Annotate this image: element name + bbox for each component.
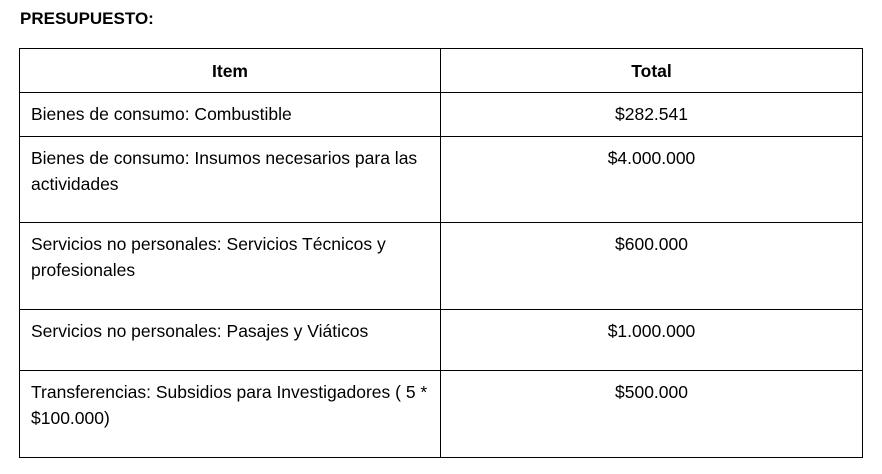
total-cell: $600.000 [441,223,863,310]
item-cell: Bienes de consumo: Insumos necesarios para las actividades [20,137,441,223]
table-row [20,93,863,137]
total-cell: $282.541 [441,93,863,137]
total-cell: $1.000.000 [441,310,863,371]
total-cell: $4.000.000 [441,137,863,223]
column-header-total: Total [441,49,863,93]
budget-table [19,48,863,458]
item-cell: Servicios no personales: Pasajes y Viáticos [20,310,441,371]
item-cell: Servicios no personales: Servicios Técnicos y profesionales [20,223,441,310]
table-row [20,310,863,371]
table-row [20,223,863,310]
item-cell: Bienes de consumo: Combustible [20,93,441,137]
table-header-row [20,49,863,93]
page-title: PRESUPUESTO: [20,9,154,28]
table-row [20,371,863,458]
total-cell: $500.000 [441,371,863,458]
column-header-item: Item [20,49,441,93]
table-row [20,137,863,223]
item-cell: Transferencias: Subsidios para Investigadores ( 5 * $100.000) [20,371,441,458]
